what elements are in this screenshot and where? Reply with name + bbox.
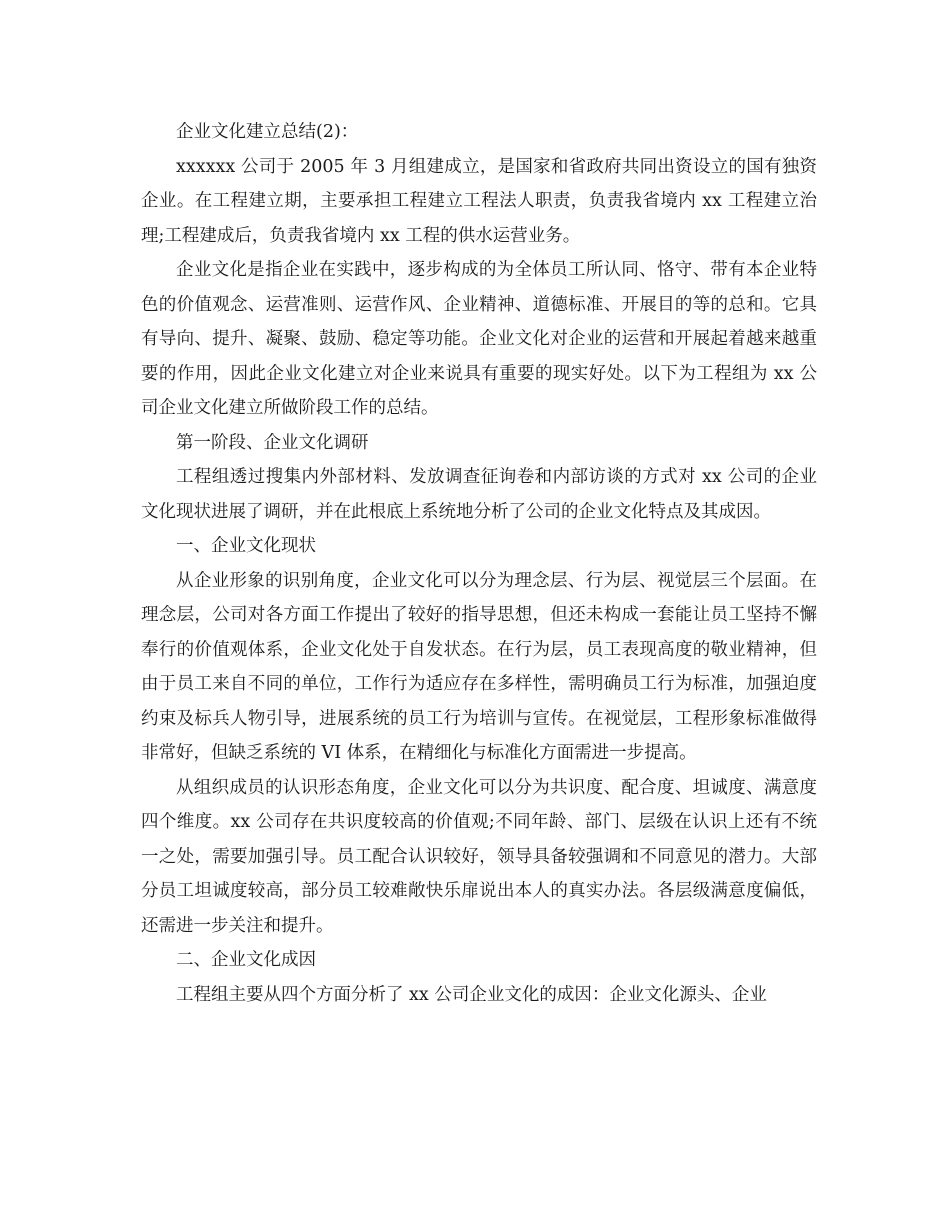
paragraph: 从企业形象的识别角度，企业文化可以分为理念层、行为层、视觉层三个层面。在理念层，公司对各方面工作提出了较好的指导思想，但还未构成一套能让员工坚持不懈奉行的价值观体系，企业文化处于自发状态。在行为层，员工表现高度的敬业精神，但由于员工来自不同的单位，工作行为适应存在多样性，需明确员工行为标准，加强迫度约束及标兵人物引导，进展系统的员工行为培训与宣传。在视觉层，工程形象标准做得非常好，但缺乏系统的 VI 体系，在精细化与标准化方面需进一步提高。 [141, 570, 817, 763]
paragraph: xxxxxx 公司于 2005 年 3 月组建成立，是国家和省政府共同出资设立的国有独资企业。在工程建立期，主要承担工程建立工程法人职责，负责我省境内 xx 工程建立治理;工程建成后，负责我省境内 xx 工程的供水运营业务。 [141, 156, 817, 246]
document-body [141, 115, 817, 1012]
paragraph: 从组织成员的认识形态角度，企业文化可以分为共识度、配合度、坦诚度、满意度四个维度。xx 公司存在共识度较高的价值观;不同年龄、部门、层级在认识上还有不统一之处，需要加强引导。员工配合认识较好，领导具备较强调和不同意见的潜力。大部分员工坦诚度较高，部分员工较难敞快乐扉说出本人的真实办法。各层级满意度偏低，还需进一步关注和提升。 [141, 777, 817, 936]
paragraph: 工程组透过搜集内外部材料、发放调查征询卷和内部访谈的方式对 xx 公司的企业文化现状进展了调研，并在此根底上系统地分析了公司的企业文化特点及其成因。 [141, 467, 817, 522]
subsection-heading: 二、企业文化成因 [176, 950, 316, 970]
subsection-heading: 一、企业文化现状 [176, 536, 316, 556]
paragraph: 企业文化是指企业在实践中，逐步构成的为全体员工所认同、恪守、带有本企业特色的价值观念、运营准则、运营作风、企业精神、道德标准、开展目的等的总和。它具有导向、提升、凝聚、鼓励、稳定等功能。企业文化对企业的运营和开展起着越来越重要的作用，因此企业文化建立对企业来说具有重要的现实好处。以下为工程组为 xx 公司企业文化建立所做阶段工作的总结。 [141, 260, 817, 418]
document-title: 企业文化建立总结(2)： [176, 122, 359, 142]
paragraph: 工程组主要从四个方面分析了 xx 公司企业文化的成因：企业文化源头、企业 [176, 984, 767, 1005]
section-heading: 第一阶段、企业文化调研 [176, 432, 369, 453]
